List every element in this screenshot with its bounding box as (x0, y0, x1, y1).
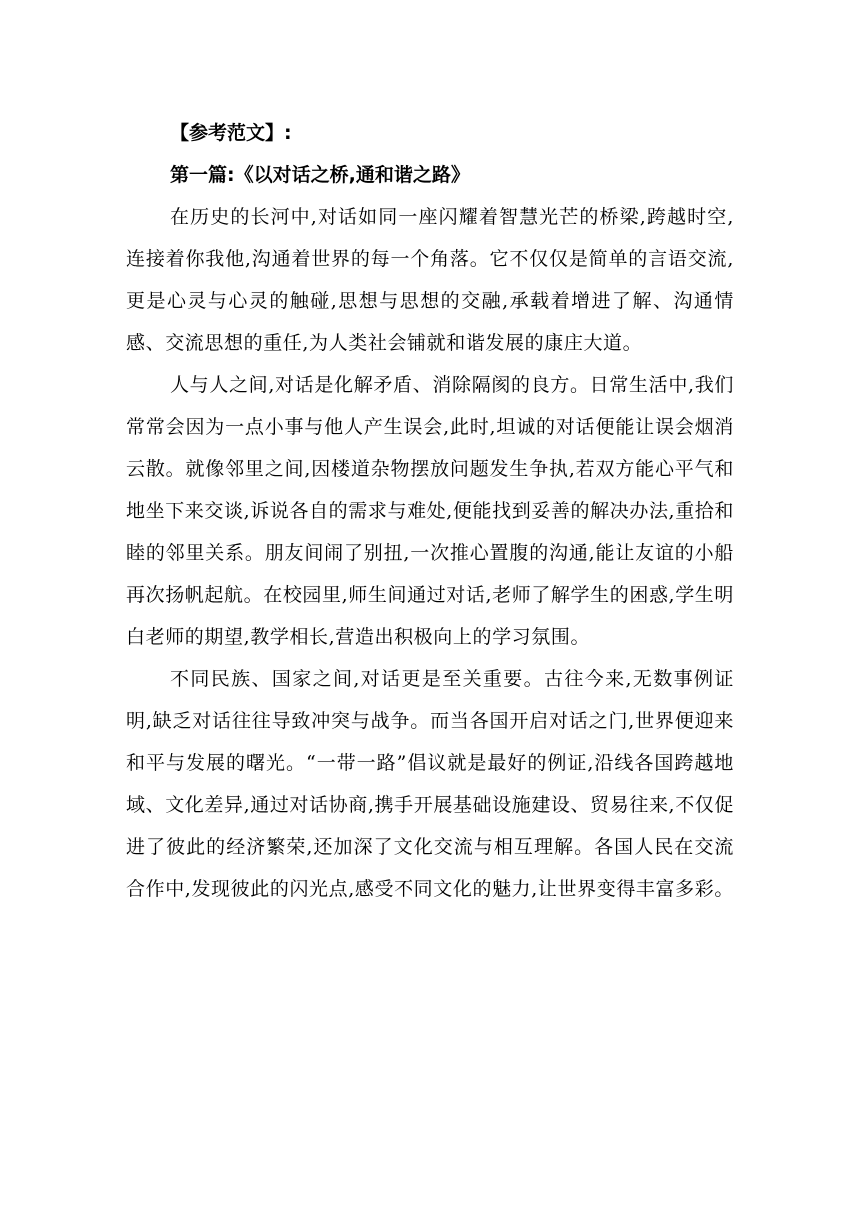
paragraph-1: 在历史的长河中,对话如同一座闪耀着智慧光芒的桥梁,跨越时空,连接着你我他,沟通着世界的每一个角落。它不仅仅是简单的言语交流,更是心灵与心灵的触碰,思想与思想的交融,承载着增进了解、沟通情感、交流思想的重任,为人类社会铺就和谐发展的康庄大道。 (126, 206, 734, 354)
reference-heading: 【参考范文】: (170, 122, 292, 144)
essay-title: 第一篇:《以对话之桥,通和谐之路》 (170, 164, 470, 186)
document-body (126, 112, 734, 910)
paragraph-2: 人与人之间,对话是化解矛盾、消除隔阂的良方。日常生活中,我们常常会因为一点小事与他人产生误会,此时,坦诚的对话便能让误会烟消云散。就像邻里之间,因楼道杂物摆放问题发生争执,若双方能心平气和地坐下来交谈,诉说各自的需求与难处,便能找到妥善的解决办法,重拾和睦的邻里关系。朋友间闹了别扭,一次推心置腹的沟通,能让友谊的小船再次扬帆起航。在校园里,师生间通过对话,老师了解学生的困惑,学生明白老师的期望,教学相长,营造出积极向上的学习氛围。 (126, 374, 734, 648)
paragraph-3: 不同民族、国家之间,对话更是至关重要。古往今来,无数事例证明,缺乏对话往往导致冲突与战争。而当各国开启对话之门,世界便迎来和平与发展的曙光。“一带一路”倡议就是最好的例证,沿线各国跨越地域、文化差异,通过对话协商,携手开展基础设施建设、贸易往来,不仅促进了彼此的经济繁荣,还加深了文化交流与相互理解。各国人民在交流合作中,发现彼此的闪光点,感受不同文化的魅力,让世界变得丰富多彩。 (126, 668, 734, 900)
